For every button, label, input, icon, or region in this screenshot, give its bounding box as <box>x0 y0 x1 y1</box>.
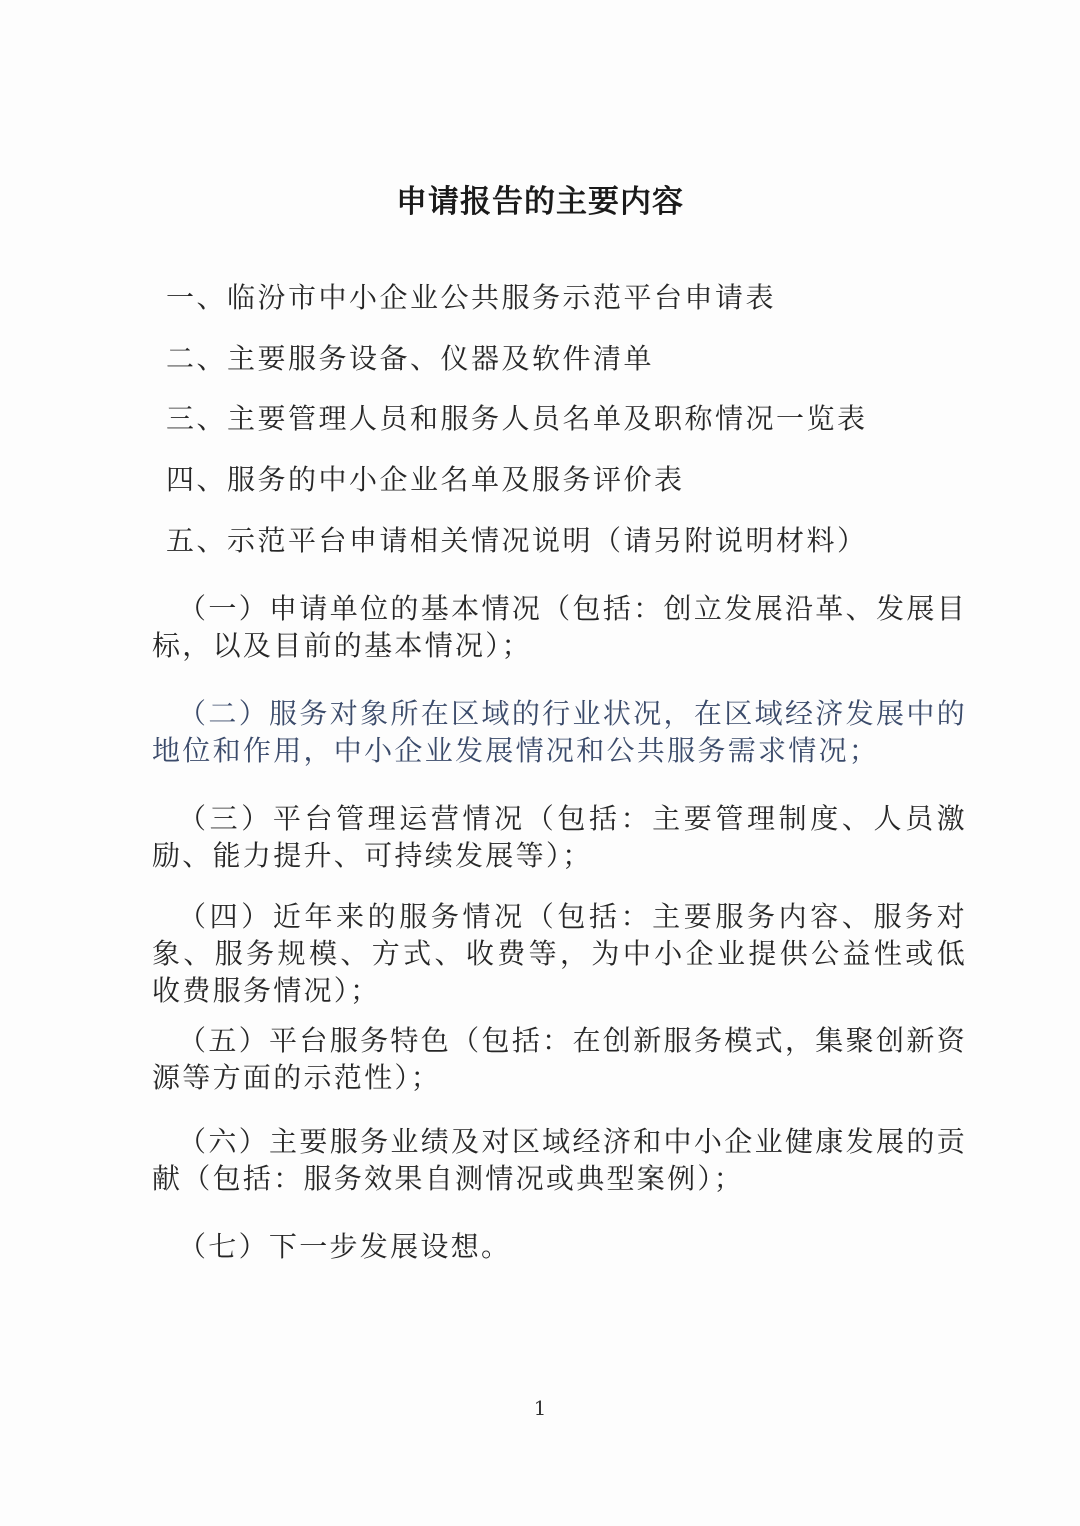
page-number: 1 <box>533 1396 547 1420</box>
section-item-5: 五、示范平台申请相关情况说明（请另附说明材料） <box>166 524 868 557</box>
subsection-7: （七）下一步发展设想。 <box>178 1230 512 1263</box>
section-item-3: 三、主要管理人员和服务人员名单及职称情况一览表 <box>166 402 868 435</box>
document-title: 申请报告的主要内容 <box>396 184 684 220</box>
section-item-2: 二、主要服务设备、仪器及软件清单 <box>166 342 655 375</box>
section-item-4: 四、服务的中小企业名单及服务评价表 <box>166 463 685 496</box>
section-item-1: 一、临汾市中小企业公共服务示范平台申请表 <box>166 281 777 314</box>
subsection-3: （三）平台管理运营情况（包括：主要管理制度、人员激励、能力提升、可持续发展等）； <box>152 802 967 872</box>
subsection-1: （一）申请单位的基本情况（包括：创立发展沿革、发展目标，以及目前的基本情况）； <box>152 592 967 662</box>
subsection-6: （六）主要服务业绩及对区域经济和中小企业健康发展的贡献（包括：服务效果自测情况或典型案例）； <box>152 1125 967 1195</box>
subsection-4: （四）近年来的服务情况（包括：主要服务内容、服务对象、服务规模、方式、收费等，为中小企业提供公益性或低收费服务情况）； <box>152 900 967 1007</box>
subsection-2: （二）服务对象所在区域的行业状况，在区域经济发展中的地位和作用，中小企业发展情况和公共服务需求情况； <box>152 697 967 767</box>
subsection-5: （五）平台服务特色（包括：在创新服务模式，集聚创新资源等方面的示范性）； <box>152 1024 967 1094</box>
